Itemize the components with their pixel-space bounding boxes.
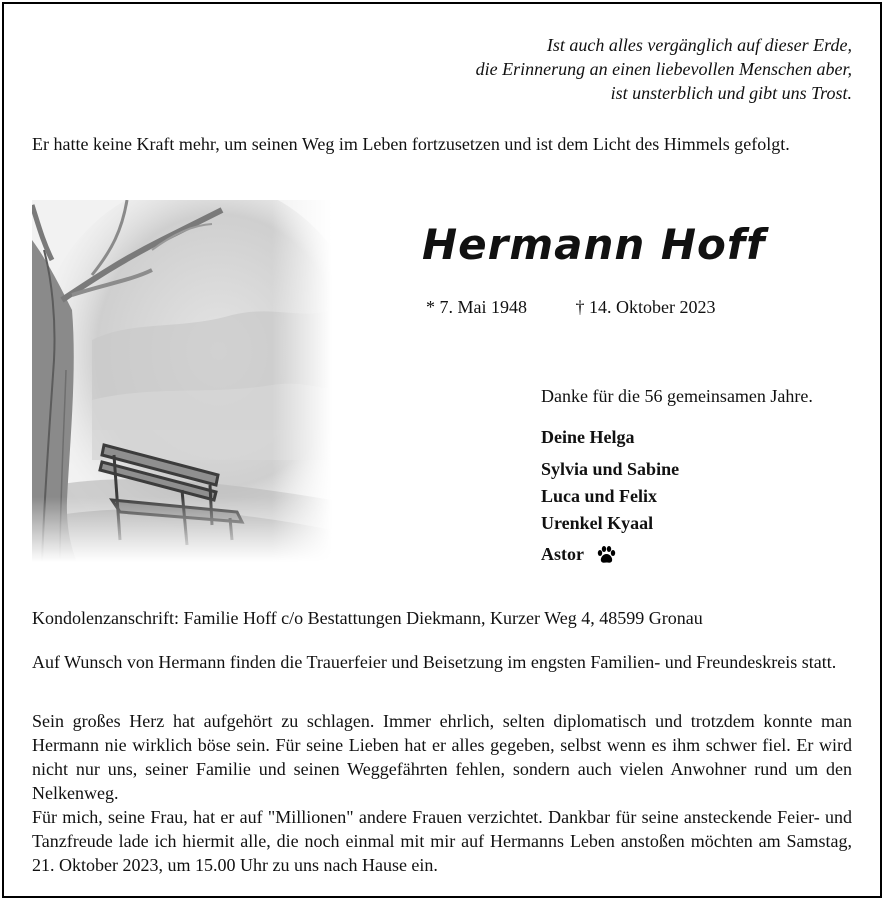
family-member: Luca und Felix — [541, 486, 658, 506]
heart-paragraph: Sein großes Herz hat aufgehört zu schlagen. Immer ehrlich, selten diplomatisch und trotzdem konnte man Hermann nie wirklich böse sein. Für seine Lieben hat er alles gegeben, selbst wenn es ihm schwer fiel. Er wird nicht nur uns, seiner Familie und seinen Weggefährten fehlen, sondern auch vielen Anwohner rund um den Nelkenweg. — [32, 711, 852, 803]
memorial-quote — [252, 33, 852, 105]
condolence-address: Kondolenzanschrift: Familie Hoff c/o Bestattungen Diekmann, Kurzer Weg 4, 48599 Gronau — [32, 608, 703, 628]
deceased-name: Hermann Hoff — [422, 220, 766, 269]
quote-line: die Erinnerung an einen liebevollen Menschen aber, — [475, 59, 852, 79]
quote-line: Ist auch alles vergänglich auf dieser Erde, — [546, 35, 852, 55]
funeral-notice: Auf Wunsch von Hermann finden die Trauerfeier und Beisetzung im engsten Familien- und Freundeskreis statt. — [32, 652, 837, 672]
family-member: Sylvia und Sabine — [541, 459, 680, 479]
thanks-line: Danke für die 56 gemeinsamen Jahre. — [541, 386, 813, 406]
intro-text: Er hatte keine Kraft mehr, um seinen Weg im Leben fortzusetzen und ist dem Licht des Himmels gefolgt. — [32, 134, 790, 154]
death-date: † 14. Oktober 2023 — [575, 297, 716, 317]
quote-line: ist unsterblich und gibt uns Trost. — [610, 83, 852, 103]
family-member: Deine Helga — [541, 427, 635, 447]
paw-icon — [596, 545, 616, 565]
family-member: Urenkel Kyaal — [541, 513, 654, 533]
birth-date: * 7. Mai 1948 — [426, 297, 527, 317]
pet-name: Astor — [541, 544, 584, 564]
tree-bench-illustration — [32, 200, 332, 562]
invitation-paragraph: Für mich, seine Frau, hat er auf "Millionen" andere Frauen verzichtet. Dankbar für seine ansteckende Feier- und Tanzfreude lade ich hiermit alle, die noch einmal mit mir auf Hermanns Leben anstoßen möchten am Samstag, 21. Oktober 2023, um 15.00 Uhr zu uns nach Hause ein. — [32, 807, 852, 875]
life-dates — [426, 297, 715, 318]
closing-text — [32, 709, 852, 877]
family-signature — [541, 424, 679, 568]
family-member-pet — [541, 541, 679, 568]
